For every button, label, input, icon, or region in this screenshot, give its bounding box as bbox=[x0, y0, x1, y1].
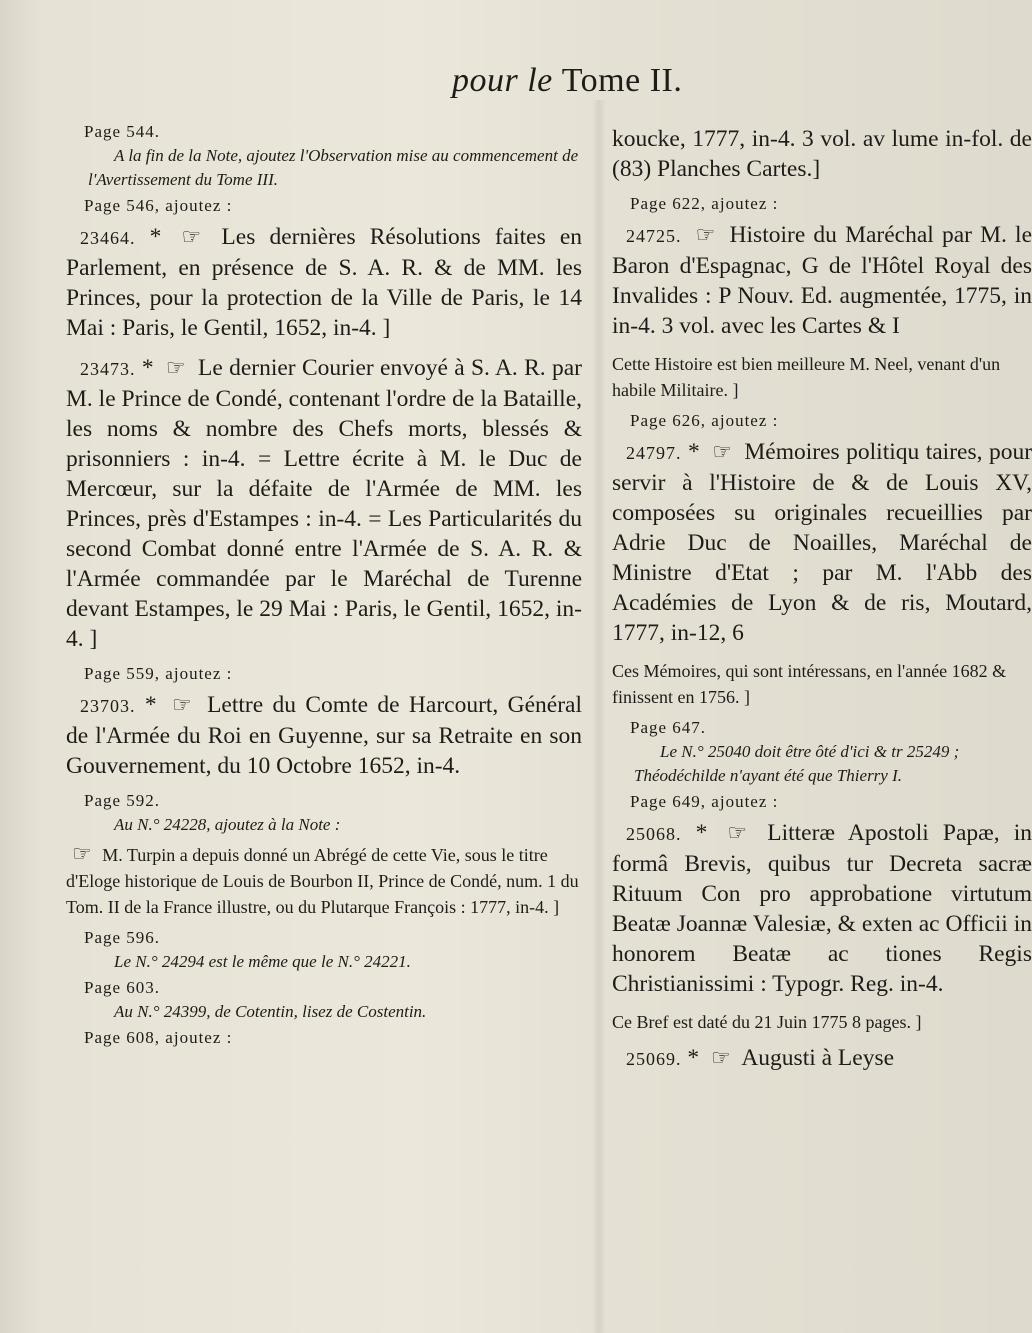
star-mark: * bbox=[144, 692, 157, 718]
page-gutter bbox=[592, 100, 606, 1333]
page-heading-649: Page 649, ajoutez : bbox=[630, 792, 779, 811]
page-heading-546: Page 546, ajoutez : bbox=[84, 196, 233, 215]
entry-24725 bbox=[612, 220, 1032, 341]
page-heading-626: Page 626, ajoutez : bbox=[630, 411, 779, 430]
entry-text: Lettre du Comte de Harcourt, Général de l'Armée du Roi en Guyenne, sur sa Retraite en son Gouvernement, du 10 Octobre 1652, in-4. bbox=[66, 692, 583, 779]
note-592: Au N.° 24228, ajoutez à la Note : bbox=[114, 815, 341, 834]
page-heading-622: Page 622, ajoutez : bbox=[630, 194, 779, 213]
pointing-hand-icon: ☞ bbox=[695, 222, 716, 247]
entry-number: 25069. bbox=[626, 1049, 682, 1069]
pointing-hand-icon: ☞ bbox=[171, 692, 192, 717]
star-mark: * bbox=[695, 820, 708, 846]
entry-number: 24797. bbox=[626, 443, 682, 463]
note-544: A la fin de la Note, ajoutez l'Observation mise au commencement de l'Avertissement du Tome III. bbox=[88, 146, 579, 189]
left-column bbox=[66, 118, 582, 1050]
note-596: Le N.° 24294 est le même que le N.° 24221. bbox=[114, 952, 411, 971]
star-mark: * bbox=[149, 224, 162, 250]
page-heading-559: Page 559, ajoutez : bbox=[84, 664, 233, 683]
entry-23464 bbox=[66, 222, 582, 343]
entry-text: Augusti à Leyse bbox=[741, 1045, 895, 1071]
page-heading-592: Page 592. bbox=[84, 791, 161, 810]
entry-number: 23464. bbox=[80, 228, 136, 248]
entry-25069 bbox=[612, 1043, 1032, 1074]
right-column bbox=[612, 118, 1032, 1084]
entry-number: 24725. bbox=[626, 226, 682, 246]
entry-24797-note: Ces Mémoires, qui sont intéressans, en l'année 1682 & finissent en 1756. ] bbox=[612, 661, 1007, 707]
pointing-hand-icon: ☞ bbox=[712, 439, 732, 464]
star-mark: * bbox=[687, 1045, 700, 1071]
turpin-note bbox=[66, 841, 582, 920]
entry-24797 bbox=[612, 437, 1032, 648]
running-head-tome: Tome II. bbox=[561, 62, 683, 99]
entry-text: Litteræ Apostoli Papæ, in formâ Brevis, quibus tur Decreta sacræ Rituum Con pro approbatione virtutum Beatæ Joannæ Valesiæ, & exten ac Officii in honorem Beatæ ac tiones Regis Christianissimi : Typogr. Reg. in-4. bbox=[612, 820, 1032, 997]
page-heading-596: Page 596. bbox=[84, 928, 161, 947]
pointing-hand-icon: ☞ bbox=[72, 841, 92, 866]
pointing-hand-icon: ☞ bbox=[165, 355, 186, 380]
continuation-text bbox=[612, 124, 1032, 184]
entry-text: Les dernières Résolutions faites en Parlement, en présence de S. A. R. & de MM. les Princes, pour la protection de la Ville de Paris, le 14 Mai : Paris, le Gentil, 1652, in-4. ] bbox=[66, 224, 583, 341]
entry-number: 23473. bbox=[80, 359, 136, 379]
note-603: Au N.° 24399, de Cotentin, lisez de Costentin. bbox=[114, 1002, 427, 1021]
entry-number: 23703. bbox=[80, 696, 136, 716]
entry-number: 25068. bbox=[626, 824, 682, 844]
star-mark: * bbox=[687, 439, 700, 465]
entry-23703 bbox=[66, 690, 582, 781]
entry-text: Histoire du Maréchal par M. le Baron d'Espagnac, G de l'Hôtel Royal des Invalides : P Nouv. Ed. augmentée, 1775, in in-4. 3 vol. avec les Cartes & I bbox=[612, 222, 1032, 339]
entry-text: Le dernier Courier envoyé à S. A. R. par M. le Prince de Condé, contenant l'ordre de la Bataille, les noms & nombre des Chefs morts, blessés & prisonniers : in-4. = Lettre écrite à M. le Duc de Mercœur, sur la défaite de l'Armée de MM. les Princes, près d'Estampes : in-4. = Les Particularités du second Combat donné entre l'Armée de S. A. R. & l'Armée commandée par le Maréchal de Turenne devant Estampes, le 29 Mai : Paris, le Gentil, 1652, in-4. ] bbox=[66, 355, 583, 652]
running-head-prefix: pour le bbox=[452, 62, 553, 99]
entry-24725-note: Cette Histoire est bien meilleure M. Neel, venant d'un habile Militaire. ] bbox=[612, 354, 1001, 400]
entry-25068-note: Ce Bref est daté du 21 Juin 1775 8 pages. ] bbox=[612, 1012, 922, 1032]
star-mark: * bbox=[141, 355, 154, 381]
entry-text: koucke, 1777, in-4. 3 vol. av lume in-fol. de (83) Planches Cartes.] bbox=[612, 126, 1032, 182]
running-head bbox=[452, 62, 682, 100]
entry-text: Mémoires politiqu taires, pour servir à l'Histoire de & de Louis XV, composées su originales recueillies par Adrie Duc de Noailles, Maréchal de Ministre d'Etat ; par M. l'Abb des Académies de Lyon & de ris, Moutard, 1777, in-12, 6 bbox=[612, 439, 1032, 646]
turpin-text: M. Turpin a depuis donné un Abrégé de cette Vie, sous le titre d'Eloge historique de Louis de Bourbon II, Prince de Condé, num. 1 du Tom. II de la France illustre, ou du Plutarque François : 1777, in-4. ] bbox=[66, 845, 579, 917]
entry-23473 bbox=[66, 353, 582, 654]
page-heading-608: Page 608, ajoutez : bbox=[84, 1028, 233, 1047]
entry-25068 bbox=[612, 818, 1032, 999]
note-647: Le N.° 25040 doit être ôté d'ici & tr 25249 ; Théodéchilde n'ayant été que Thierry I. bbox=[634, 742, 960, 785]
page-heading-603: Page 603. bbox=[84, 978, 161, 997]
page-heading-544: Page 544. bbox=[84, 122, 161, 141]
pointing-hand-icon: ☞ bbox=[727, 820, 748, 845]
pointing-hand-icon: ☞ bbox=[181, 224, 202, 249]
page-heading-647: Page 647. bbox=[630, 718, 707, 737]
pointing-hand-icon: ☞ bbox=[711, 1045, 731, 1070]
